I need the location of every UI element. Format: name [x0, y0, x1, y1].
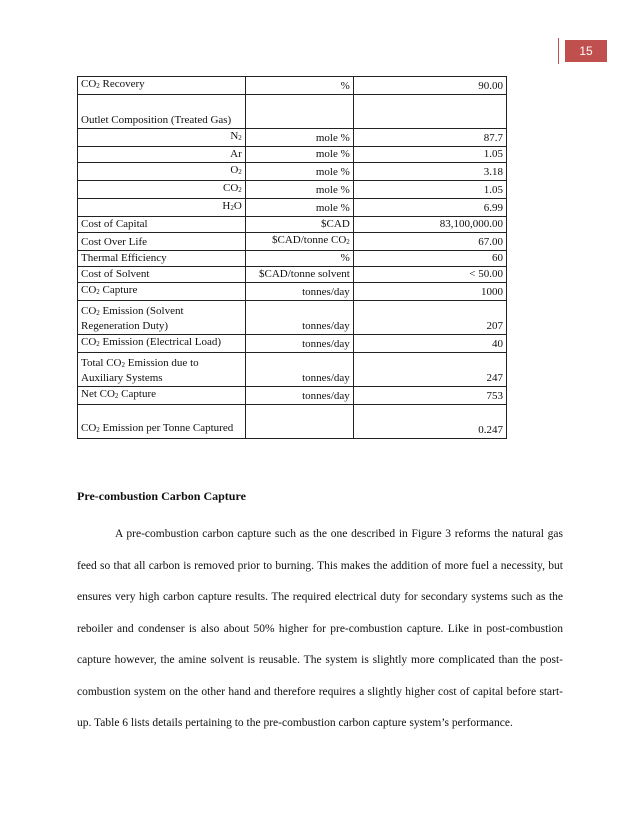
row-value: 6.99 [353, 199, 506, 217]
row-label: $CO_2$ Emission (Solvent Regeneration Duty) [78, 301, 246, 335]
table-row [78, 251, 507, 267]
row-unit: $CAD/tonne $CO_2$ [245, 233, 353, 251]
page-number: 15 [565, 40, 607, 62]
row-unit: mole % [245, 147, 353, 163]
performance-table [77, 76, 507, 439]
row-unit: tonnes/day [245, 283, 353, 301]
row-value: 87.7 [353, 129, 506, 147]
row-value [353, 95, 506, 129]
row-label: $CO_2$ Emission (Electrical Load) [78, 335, 246, 353]
row-value: 1.05 [353, 147, 506, 163]
row-value: 90.00 [353, 77, 506, 95]
row-label: $CO_2$ Capture [78, 283, 246, 301]
row-unit: % [245, 77, 353, 95]
table-row [78, 283, 507, 301]
table-row [78, 77, 507, 95]
row-value: 67.00 [353, 233, 506, 251]
row-unit: tonnes/day [245, 301, 353, 335]
row-label: $N_2$ [78, 129, 246, 147]
row-value: 40 [353, 335, 506, 353]
row-unit: mole % [245, 199, 353, 217]
row-value: 207 [353, 301, 506, 335]
table-row [78, 335, 507, 353]
row-value: 1.05 [353, 181, 506, 199]
row-value: 0.247 [353, 405, 506, 439]
row-label: Total $CO_2$ Emission due to Auxiliary Systems [78, 353, 246, 387]
row-unit: mole % [245, 163, 353, 181]
table-row [78, 129, 507, 147]
header-divider [558, 38, 559, 64]
table-row [78, 163, 507, 181]
table-row [78, 217, 507, 233]
table-row [78, 233, 507, 251]
row-unit: tonnes/day [245, 353, 353, 387]
row-unit: mole % [245, 181, 353, 199]
section-paragraph [77, 519, 563, 740]
row-unit [245, 405, 353, 439]
row-unit [245, 95, 353, 129]
row-value: 1000 [353, 283, 506, 301]
row-unit: tonnes/day [245, 387, 353, 405]
table-row [78, 267, 507, 283]
row-label: Outlet Composition (Treated Gas) [78, 95, 246, 129]
section-heading: Pre-combustion Carbon Capture [77, 489, 246, 503]
table-row [78, 405, 507, 439]
row-value: < 50.00 [353, 267, 506, 283]
row-unit: $CAD [245, 217, 353, 233]
table-row [78, 181, 507, 199]
row-unit: $CAD/tonne solvent [245, 267, 353, 283]
row-label: $H_2O$ [78, 199, 246, 217]
table-row [78, 301, 507, 335]
row-label: $CO_2$ Emission per Tonne Captured [78, 405, 246, 439]
table-row [78, 199, 507, 217]
row-value: 83,100,000.00 [353, 217, 506, 233]
row-label: $CO_2$ [78, 181, 246, 199]
table-row [78, 387, 507, 405]
table-row [78, 95, 507, 129]
row-value: 60 [353, 251, 506, 267]
row-label: Cost Over Life [78, 233, 246, 251]
table-row [78, 353, 507, 387]
row-label: Ar [78, 147, 246, 163]
row-value: 3.18 [353, 163, 506, 181]
row-label: $CO_2$ Recovery [78, 77, 246, 95]
row-unit: mole % [245, 129, 353, 147]
row-label: Cost of Capital [78, 217, 246, 233]
row-label: Net $CO_2$ Capture [78, 387, 246, 405]
row-value: 753 [353, 387, 506, 405]
row-label: $O_2$ [78, 163, 246, 181]
row-value: 247 [353, 353, 506, 387]
paragraph-text: A pre-combustion carbon capture such as the one described in Figure 3 reforms the natural gas feed so that all carbon is removed prior to burning. This makes the addition of more fuel a necessity, but ensures very high carbon capture results. The required electrical duty for secondary systems such as the reboiler and condenser is also about 50% higher for pre-combustion capture. Like in post-combustion capture however, the amine solvent is reusable. The system is slightly more complicated than the post-combustion system on the other hand and therefore requires a slightly higher cost of capital before start-up. Table 6 lists details pertaining to the pre-combustion carbon capture system’s performance. [77, 528, 563, 729]
row-unit: tonnes/day [245, 335, 353, 353]
table-row [78, 147, 507, 163]
row-unit: % [245, 251, 353, 267]
row-label: Thermal Efficiency [78, 251, 246, 267]
row-label: Cost of Solvent [78, 267, 246, 283]
